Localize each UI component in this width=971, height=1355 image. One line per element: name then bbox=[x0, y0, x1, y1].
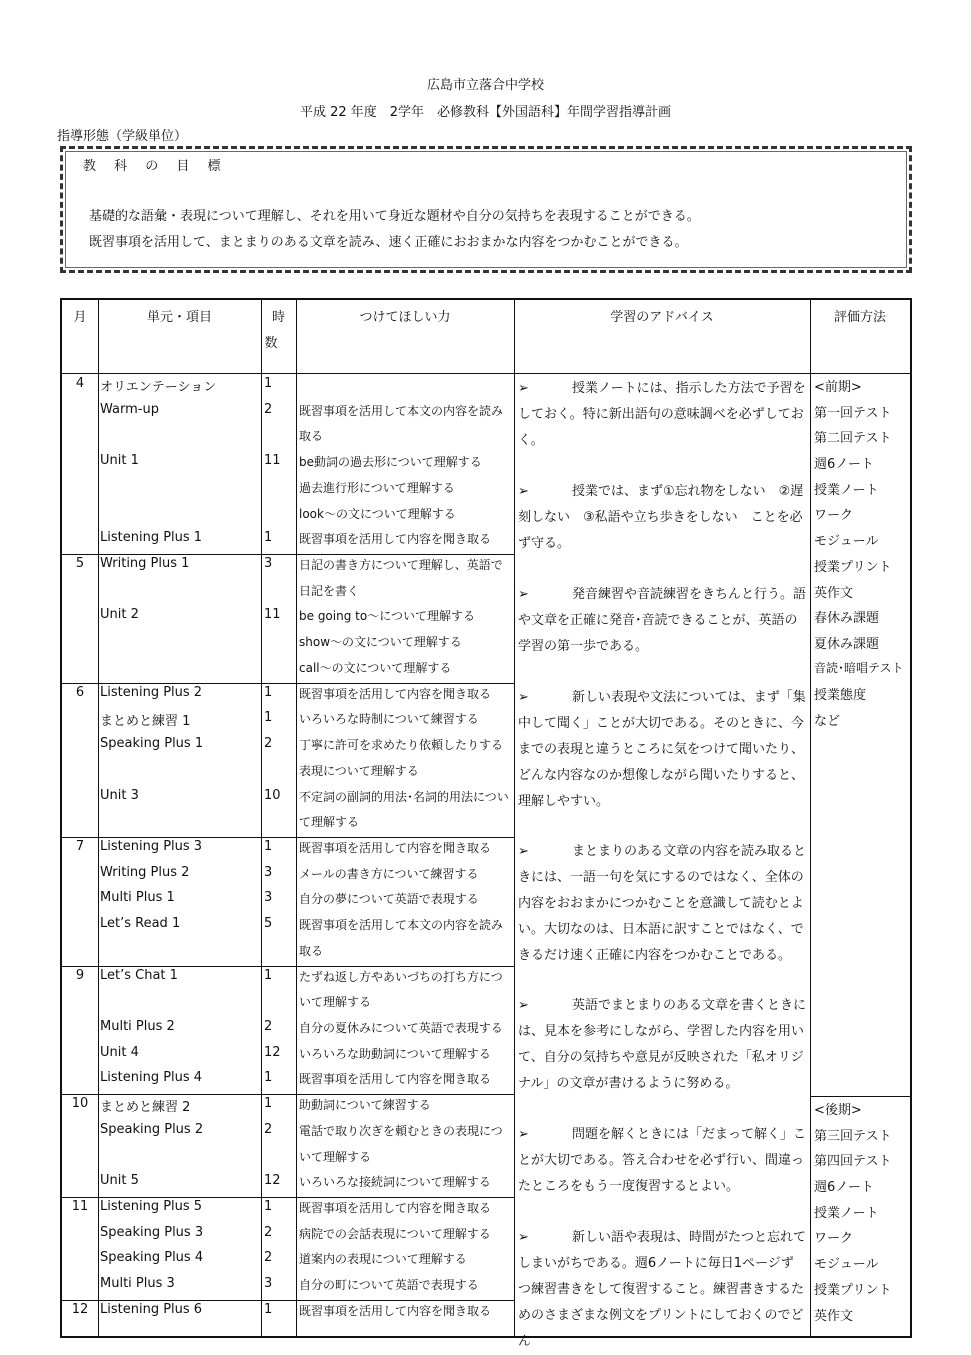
skill-cell: 道案内の表現について理解する bbox=[299, 1252, 467, 1267]
month-divider bbox=[62, 1197, 514, 1198]
advice-paragraph bbox=[518, 839, 806, 969]
skill-cell: 助動詞について練習する bbox=[299, 1098, 431, 1113]
month-cell: 10 bbox=[71, 1096, 89, 1112]
advice-text: 新しい表現や文法については、まず「集中して聞く」ことが大切である。そのときに、今までの表現と違うところに気をつけて聞いたり、どんな内容なのか想像しながら聞いたりすると、理解しやすい。 bbox=[518, 690, 806, 809]
skill-cell: て理解する bbox=[299, 815, 360, 830]
hours-cell: 2 bbox=[264, 1121, 273, 1137]
unit-cell: Unit 1 bbox=[100, 453, 139, 469]
advice-text: 問題を解くときには「だまって解く」ことが大切である。答え合わせを必ず行い、間違ったところをもう一度復習するとよい。 bbox=[518, 1127, 807, 1194]
advice-paragraph bbox=[518, 1122, 806, 1200]
skill-cell: 過去進行形について理解する bbox=[299, 480, 455, 495]
skill-cell: いろいろな接続詞について理解する bbox=[299, 1175, 491, 1190]
unit-cell: Listening Plus 3 bbox=[100, 838, 203, 854]
advice-text: まとまりのある文章の内容を読み取るときには、一語一句を気にするのではなく、全体の内容をおおまかにつかむことを意識して読むとよい。大切なのは、日本語に訳すことではなく、できるだけ速く正確に内容をつかむことである。 bbox=[518, 844, 807, 963]
eval-item: 夏休み課題 bbox=[814, 636, 880, 652]
hours-cell: 1 bbox=[264, 684, 273, 700]
unit-cell: Writing Plus 2 bbox=[100, 864, 190, 880]
skill-cell: いて理解する bbox=[299, 1149, 372, 1164]
skill-cell: 病院での会話表現について理解する bbox=[299, 1226, 491, 1241]
eval-item: 第二回テスト bbox=[814, 431, 892, 447]
unit-cell: オリエンテーション bbox=[100, 380, 217, 395]
month-cell: 6 bbox=[75, 684, 85, 700]
month-divider bbox=[62, 683, 514, 684]
eval-item: 授業プリント bbox=[814, 559, 892, 575]
advice-text: 英語でまとまりのある文章を書くときには、見本を参考にしながら、学習した内容を用いて、自分の気持ちや意見が反映された「私オリジナル」の文章が書けるように努める。 bbox=[518, 998, 807, 1091]
eval-item: ワーク bbox=[814, 1231, 854, 1247]
skill-cell: 自分の夢について英語で表現する bbox=[299, 892, 479, 907]
advice-text: 授業では、まず①忘れ物をしない ②遅刻しない ③私語や立ち歩きをしない ことを必ず守る。 bbox=[518, 484, 804, 551]
skill-cell: たずね返し方やあいづちの打ち方につ bbox=[299, 969, 503, 984]
eval-item: 授業ノート bbox=[814, 1205, 879, 1221]
month-cell: 7 bbox=[75, 838, 85, 854]
hours-cell: 10 bbox=[264, 787, 281, 803]
unit-cell: まとめと練習 2 bbox=[100, 1100, 191, 1116]
unit-cell: Multi Plus 2 bbox=[100, 1019, 175, 1034]
skill-cell: 既習事項を活用して内容を聞き取る bbox=[299, 1201, 492, 1216]
arrow-bullet-icon: ➢ bbox=[518, 381, 529, 396]
annual-plan-table bbox=[60, 298, 912, 1349]
unit-cell: Unit 4 bbox=[100, 1044, 139, 1060]
eval-item: モジュール bbox=[814, 534, 879, 550]
hours-cell: 2 bbox=[264, 1250, 273, 1266]
goal-line-2: 既習事項を活用して、まとまりのある文章を読み、速く正確におおまかな内容をつかむことができる。 bbox=[89, 235, 688, 250]
hours-cell: 2 bbox=[264, 1224, 273, 1240]
unit-cell: Writing Plus 1 bbox=[100, 556, 190, 572]
unit-cell: Listening Plus 4 bbox=[100, 1070, 203, 1086]
skill-cell: 既習事項を活用して本文の内容を読み bbox=[299, 403, 504, 418]
advice-paragraph bbox=[518, 376, 806, 454]
month-cell: 9 bbox=[75, 967, 85, 983]
header-month: 月 bbox=[73, 310, 87, 325]
skill-cell: 電話で取り次ぎを頼むときの表現につ bbox=[299, 1123, 503, 1138]
unit-cell: Let’s Read 1 bbox=[100, 916, 181, 932]
unit-cell: Let’s Chat 1 bbox=[100, 967, 178, 983]
unit-cell: Multi Plus 1 bbox=[100, 890, 175, 906]
skill-cell: 既習事項を活用して内容を聞き取る bbox=[299, 840, 492, 855]
teaching-form: 指導形態（学級単位） bbox=[57, 129, 188, 144]
month-cell: 5 bbox=[75, 556, 85, 572]
header-eval: 評価方法 bbox=[833, 310, 886, 325]
eval-item: <前期> bbox=[814, 380, 862, 395]
header-skill: つけてほしい力 bbox=[359, 310, 451, 325]
eval-item: <後期> bbox=[814, 1103, 862, 1118]
arrow-bullet-icon: ➢ bbox=[518, 484, 529, 499]
eval-second-term bbox=[814, 1099, 891, 1330]
skill-cell: いて理解する bbox=[299, 995, 372, 1010]
eval-item: 週6ノート bbox=[814, 457, 874, 473]
skill-cell: 既習事項を活用して本文の内容を読み bbox=[299, 918, 504, 933]
hours-cell: 3 bbox=[264, 864, 273, 880]
hours-cell: 11 bbox=[264, 607, 281, 623]
skill-cell: 日記を書く bbox=[299, 583, 360, 598]
arrow-bullet-icon: ➢ bbox=[518, 690, 529, 705]
skill-cell: 丁寧に許可を求めたり依頼したりする bbox=[299, 738, 504, 753]
arrow-bullet-icon: ➢ bbox=[518, 1230, 529, 1245]
arrow-bullet-icon: ➢ bbox=[518, 844, 529, 859]
hours-cell: 1 bbox=[264, 967, 273, 983]
eval-item: など bbox=[814, 713, 841, 729]
arrow-bullet-icon: ➢ bbox=[518, 1127, 529, 1142]
skill-cell: be動詞の過去形について理解する bbox=[299, 455, 482, 470]
unit-cell: Speaking Plus 2 bbox=[100, 1121, 204, 1137]
skill-cell: いろいろな時制について練習する bbox=[299, 712, 479, 727]
header-unit: 単元・項目 bbox=[146, 310, 212, 325]
unit-cell: まとめと練習 1 bbox=[100, 714, 191, 730]
skill-cell: 表現について理解する bbox=[299, 763, 419, 778]
skill-cell: 自分の町について英語で表現する bbox=[299, 1278, 479, 1293]
unit-cell: Unit 2 bbox=[100, 607, 139, 623]
header-advice: 学習のアドバイス bbox=[610, 310, 714, 325]
eval-item: モジュール bbox=[814, 1257, 879, 1273]
unit-cell: Listening Plus 5 bbox=[100, 1199, 203, 1215]
hours-cell: 1 bbox=[264, 1070, 273, 1086]
skill-cell: 既習事項を活用して内容を聞き取る bbox=[299, 686, 492, 701]
eval-item: 音読･暗唱テスト bbox=[814, 660, 904, 675]
eval-item: 授業プリント bbox=[814, 1282, 892, 1298]
advice-paragraph bbox=[518, 1225, 806, 1355]
advice-text: 発音練習や音読練習をきちんと行う。語や文章を正確に発音･音読できることが、英語の学習の第一歩である。 bbox=[518, 587, 807, 654]
unit-cell: Speaking Plus 3 bbox=[100, 1224, 204, 1240]
eval-item: 週6ノート bbox=[814, 1180, 874, 1196]
advice-paragraph bbox=[518, 582, 806, 660]
subject-goals-box bbox=[60, 146, 912, 273]
goal-line-1: 基礎的な語彙・表現について理解し、それを用いて身近な題材や自分の気持ちを表現することができる。 bbox=[89, 209, 700, 224]
unit-cell: Warm-up bbox=[100, 401, 159, 417]
month-cell: 4 bbox=[75, 376, 85, 391]
header-hours-1: 時 bbox=[271, 310, 285, 325]
unit-cell: Unit 5 bbox=[100, 1173, 139, 1189]
advice-text: 新しい語や表現は、時間がたつと忘れてしまいがちである。週6ノートに毎日1ページずつ練習書きをして復習すること。練習書きするためのさまざまな例文をプリントにしておくのでどん bbox=[518, 1230, 807, 1349]
skill-cell: 取る bbox=[299, 429, 324, 444]
hours-cell: 3 bbox=[264, 1276, 273, 1292]
arrow-bullet-icon: ➢ bbox=[518, 998, 529, 1013]
month-cell: 11 bbox=[71, 1199, 89, 1215]
eval-divider bbox=[810, 1096, 910, 1097]
hours-cell: 1 bbox=[264, 1096, 273, 1112]
skill-cell: look～の文について理解する bbox=[299, 506, 456, 521]
advice-paragraph bbox=[518, 993, 806, 1097]
skill-cell: メールの書き方について練習する bbox=[299, 866, 479, 881]
hours-cell: 12 bbox=[264, 1044, 281, 1060]
month-divider bbox=[62, 837, 514, 838]
arrow-bullet-icon: ➢ bbox=[518, 587, 529, 602]
skill-cell: 不定詞の副詞的用法･名詞的用法につい bbox=[299, 789, 509, 804]
skill-cell: call～の文について理解する bbox=[299, 660, 452, 675]
unit-cell: Multi Plus 3 bbox=[100, 1276, 175, 1292]
hours-cell: 12 bbox=[264, 1173, 281, 1189]
month-divider bbox=[62, 554, 514, 555]
eval-item: 第一回テスト bbox=[814, 405, 892, 421]
unit-cell: Speaking Plus 1 bbox=[100, 736, 204, 752]
unit-cell: Unit 3 bbox=[100, 787, 139, 803]
hours-cell: 1 bbox=[264, 838, 273, 854]
eval-item: ワーク bbox=[814, 508, 854, 524]
hours-cell: 1 bbox=[264, 1301, 273, 1317]
skill-cell: 既習事項を活用して内容を聞き取る bbox=[299, 1072, 492, 1087]
hours-cell: 3 bbox=[264, 890, 273, 906]
advice-paragraph bbox=[518, 479, 806, 557]
advice-paragraph bbox=[518, 685, 806, 815]
skill-cell: be going to～について理解する bbox=[299, 609, 475, 624]
hours-cell: 5 bbox=[264, 916, 273, 932]
month-divider bbox=[62, 1094, 514, 1095]
unit-cell: Listening Plus 2 bbox=[100, 684, 203, 700]
plan-title: 平成 22 年度 2学年 必修教科【外国語科】年間学習指導計画 bbox=[299, 105, 672, 120]
school-name: 広島市立落合中学校 bbox=[426, 78, 544, 93]
skill-cell: 日記の書き方について理解し、英語で bbox=[299, 558, 503, 573]
hours-cell: 2 bbox=[264, 736, 273, 752]
unit-cell: Listening Plus 6 bbox=[100, 1301, 203, 1317]
skill-cell: show～の文について理解する bbox=[299, 635, 462, 650]
hours-cell: 2 bbox=[264, 401, 273, 417]
skill-cell: 既習事項を活用して内容を聞き取る bbox=[299, 532, 492, 547]
skill-cell: 既習事項を活用して内容を聞き取る bbox=[299, 1303, 492, 1318]
unit-cell: Speaking Plus 4 bbox=[100, 1250, 204, 1266]
hours-cell: 11 bbox=[264, 453, 281, 469]
eval-item: 春休み課題 bbox=[814, 611, 880, 627]
skill-cell: 自分の夏休みについて英語で表現する bbox=[299, 1021, 503, 1035]
skill-cell: いろいろな助動詞について理解する bbox=[299, 1046, 491, 1061]
eval-item: 第四回テスト bbox=[814, 1154, 892, 1170]
eval-item: 第三回テスト bbox=[814, 1128, 892, 1144]
hours-cell: 1 bbox=[264, 376, 273, 391]
hours-cell: 3 bbox=[264, 556, 273, 572]
month-divider bbox=[62, 1300, 514, 1301]
eval-item: 授業態度 bbox=[814, 688, 867, 704]
eval-item: 授業ノート bbox=[814, 482, 879, 498]
eval-item: 英作文 bbox=[814, 1308, 854, 1324]
advice-text: 授業ノートには、指示した方法で予習をしておく。特に新出語句の意味調べを必ずしておく。 bbox=[518, 381, 806, 448]
goals-heading: 教 科 の 目 標 bbox=[83, 159, 228, 174]
skill-cell: 取る bbox=[299, 943, 324, 958]
month-cell: 12 bbox=[71, 1301, 89, 1317]
unit-cell: Listening Plus 1 bbox=[100, 530, 203, 546]
hours-cell: 1 bbox=[264, 710, 273, 726]
eval-item: 英作文 bbox=[814, 585, 854, 601]
hours-cell: 2 bbox=[264, 1019, 273, 1034]
eval-first-term bbox=[814, 376, 904, 736]
hours-cell: 1 bbox=[264, 1199, 273, 1215]
month-divider bbox=[62, 966, 514, 967]
hours-cell: 1 bbox=[264, 530, 273, 546]
header-hours-2: 数 bbox=[264, 336, 278, 351]
